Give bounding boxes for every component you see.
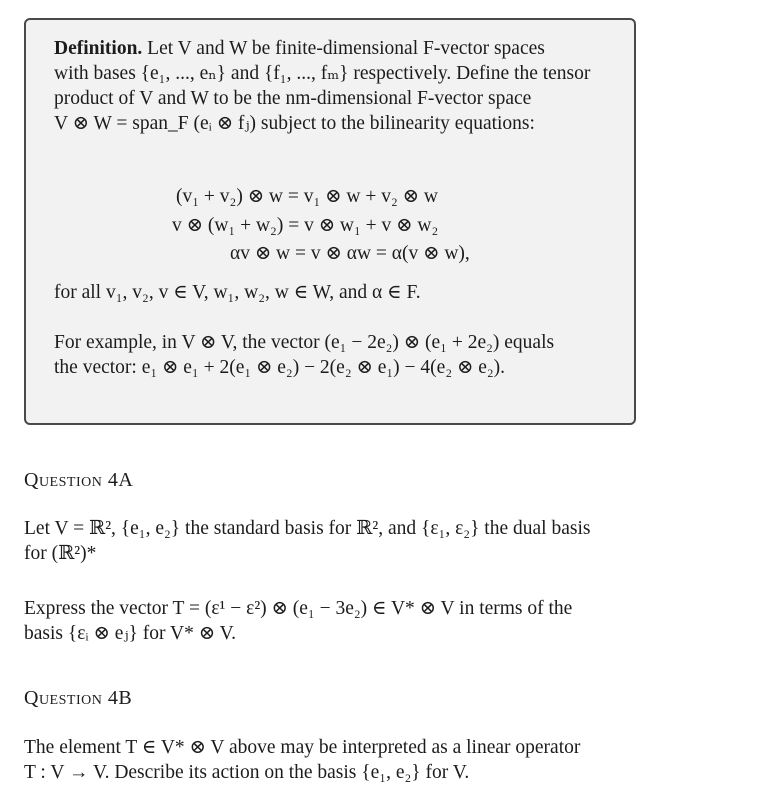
equation-1: (v₁ + v₂) ⊗ w = v₁ ⊗ w + v₂ ⊗ w [176, 186, 438, 207]
example-paragraph [54, 330, 634, 380]
definition-box [24, 18, 636, 425]
definition-line-4: V ⊗ W = span_F (eᵢ ⊗ fⱼ) subject to the bilinearity equations: [54, 113, 535, 134]
question-4b-text: The element T ∈ V* ⊗ V above may be interpreted as a linear operator T : V → V. Describe its action on the basis {e₁, e₂} for V. [24, 737, 581, 783]
equation-3: αv ⊗ w = v ⊗ αw = α(v ⊗ w), [230, 243, 470, 264]
question-4a-para-2: Express the vector T = (ε¹ − ε²) ⊗ (e₁ − 3e₂) ∈ V* ⊗ V in terms of the basis {εᵢ ⊗ eⱼ} for V* ⊗ V. [24, 598, 573, 644]
forall-statement: for all v₁, v₂, v ∈ V, w₁, w₂, w ∈ W, and α ∈ F. [54, 282, 421, 303]
bilinearity-equations [54, 184, 634, 280]
question-4a-heading: Question 4A [24, 469, 134, 491]
example-line-2: the vector: e₁ ⊗ e₁ + 2(e₁ ⊗ e₂) − 2(e₂ ⊗ e₁) − 4(e₂ ⊗ e₂). [54, 357, 506, 378]
question-4a-para-1: Let V = ℝ², {e₁, e₂} the standard basis for ℝ², and {ε₁, ε₂} the dual basis for (ℝ²)* [24, 518, 591, 564]
definition-label: Definition. [54, 38, 143, 59]
question-4b-heading: Question 4B [24, 687, 133, 709]
definition-line-1: Definition. Let V and W be finite-dimensional F-vector spaces [54, 38, 545, 59]
equation-2: v ⊗ (w₁ + w₂) = v ⊗ w₁ + v ⊗ w₂ [172, 215, 439, 236]
definition-line-2: with bases {e₁, ..., eₙ} and {f₁, ..., fₘ} respectively. Define the tensor [54, 63, 591, 84]
example-line-1: For example, in V ⊗ V, the vector (e₁ − 2e₂) ⊗ (e₁ + 2e₂) equals [54, 332, 555, 353]
definition-line-3: product of V and W to be the nm-dimensional F-vector space [54, 88, 532, 109]
